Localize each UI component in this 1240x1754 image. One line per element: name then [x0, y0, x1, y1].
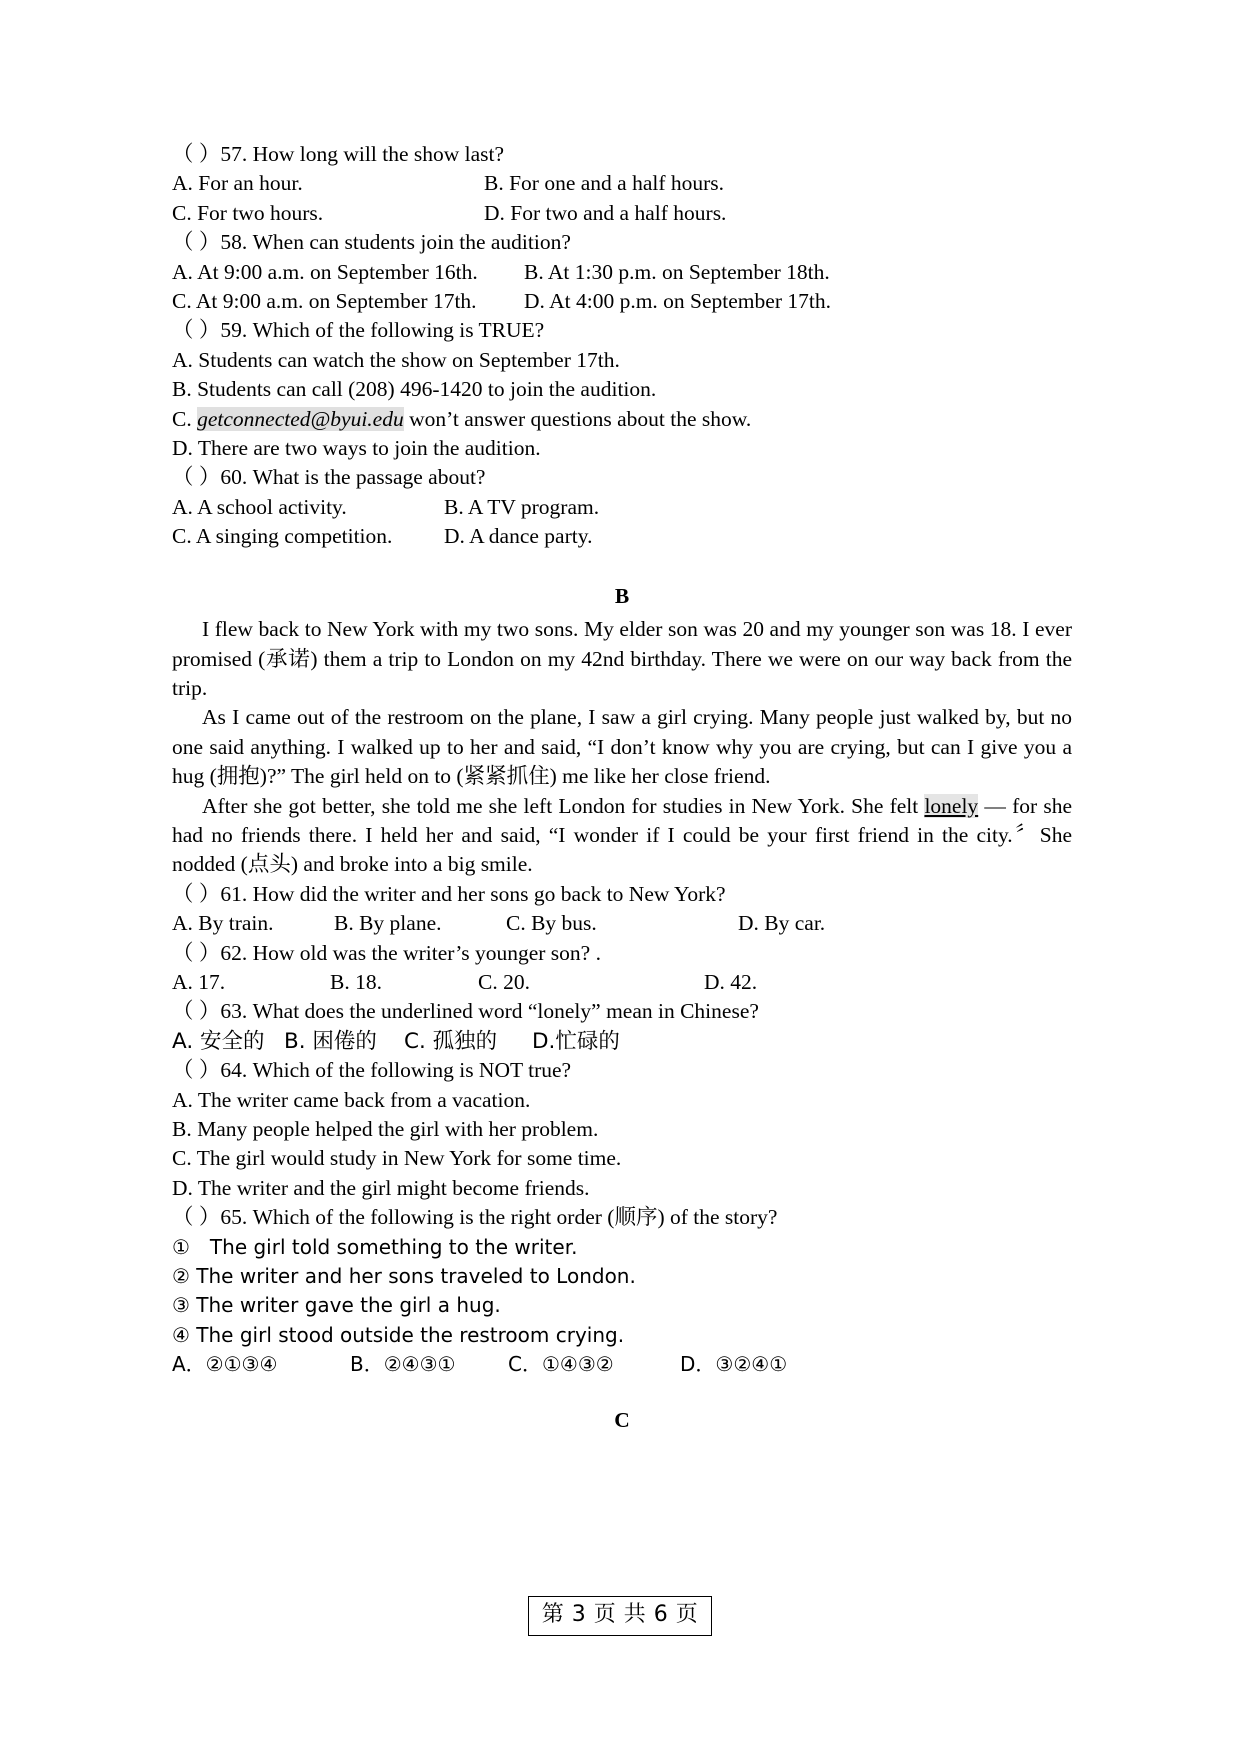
option-62-b: B. 18. — [330, 969, 382, 994]
option-59-c-suffix: won’t answer questions about the show. — [403, 406, 752, 431]
option-59-c — [172, 405, 1072, 434]
section-c-heading: C — [614, 1407, 630, 1432]
question-60-options-row-1 — [172, 493, 1072, 522]
option-59-b: B. Students can call (208) 496-1420 to join the audition. — [172, 377, 657, 402]
question-57-options-row-2 — [172, 199, 1072, 228]
option-63-d: D.忙碌的 — [532, 1028, 620, 1054]
question-60-options-row-2 — [172, 522, 1072, 551]
question-61-options — [172, 909, 1072, 938]
option-60-c: C. A singing competition. — [172, 524, 393, 549]
option-59-d: D. There are two ways to join the audition. — [172, 436, 541, 461]
option-58-d: D. At 4:00 p.m. on September 17th. — [524, 289, 831, 314]
question-65-item-1: ① The girl told something to the writer. — [172, 1234, 578, 1259]
section-b-paragraph-2: As I came out of the restroom on the plane, I saw a girl crying. Many people just walked by, but no one said anything. I walked up to her and said, “I don’t know why you are crying, but can I give you a hug (拥抱)?” The girl held on to (紧紧抓住) me like her close friend. — [172, 705, 1072, 789]
email-address: getconnected@byui.edu — [197, 406, 404, 431]
option-65-c: C．①④③② — [508, 1352, 614, 1377]
question-63-options — [172, 1027, 1072, 1056]
option-58-a: A. At 9:00 a.m. on September 16th. — [172, 259, 478, 284]
option-62-d: D. 42. — [704, 969, 758, 994]
page-content — [172, 140, 1072, 1435]
section-b-paragraph-3 — [172, 792, 1072, 880]
option-64-d: D. The writer and the girl might become friends. — [172, 1175, 590, 1200]
option-59-c-prefix: C. — [172, 406, 198, 431]
option-64-a: A. The writer came back from a vacation. — [172, 1087, 531, 1112]
option-63-b: B. 困倦的 — [284, 1028, 377, 1054]
option-63-a: A. 安全的 — [172, 1028, 265, 1054]
option-65-a: A．②①③④ — [172, 1352, 278, 1377]
question-58-options-row-1 — [172, 258, 1072, 287]
question-58-options-row-2 — [172, 287, 1072, 316]
option-61-a: A. By train. — [172, 911, 274, 936]
question-61-stem: （ ）61. How did the writer and her sons go back to New York? — [172, 881, 726, 906]
option-58-b: B. At 1:30 p.m. on September 18th. — [524, 259, 830, 284]
option-60-d: D. A dance party. — [444, 524, 593, 549]
option-59-a: A. Students can watch the show on September 17th. — [172, 347, 620, 372]
question-65-item-2: ② The writer and her sons traveled to London. — [172, 1264, 636, 1289]
question-65-item-3: ③ The writer gave the girl a hug. — [172, 1293, 501, 1318]
page-footer — [0, 1596, 1240, 1636]
option-65-b: B．②④③① — [350, 1352, 456, 1377]
option-57-c: C. For two hours. — [172, 200, 324, 225]
section-b-heading: B — [614, 583, 630, 608]
option-62-a: A. 17. — [172, 969, 226, 994]
paragraph-3-before: After she got better, she told me she left London for studies in New York. She felt — [202, 793, 925, 818]
question-58-stem: （ ）58. When can students join the audition? — [172, 230, 571, 255]
question-65-item-4: ④ The girl stood outside the restroom crying. — [172, 1322, 625, 1347]
option-64-c: C. The girl would study in New York for some time. — [172, 1146, 622, 1171]
question-57-stem: （ ）57. How long will the show last? — [172, 142, 505, 166]
option-61-c: C. By bus. — [506, 911, 597, 936]
option-61-b: B. By plane. — [334, 911, 442, 936]
option-64-b: B. Many people helped the girl with her problem. — [172, 1117, 599, 1141]
option-57-b: B. For one and a half hours. — [484, 171, 725, 196]
question-62-options — [172, 968, 1072, 997]
question-65-options — [172, 1350, 1072, 1379]
page-number-label: 第 3 页 共 6 页 — [528, 1596, 712, 1636]
question-60-stem: （ ）60. What is the passage about? — [172, 465, 486, 490]
question-57-options-row-1 — [172, 169, 1072, 198]
question-59-stem: （ ）59. Which of the following is TRUE? — [172, 318, 545, 343]
option-63-c: C. 孤独的 — [404, 1028, 498, 1054]
paragraph-3-after: — for she had no friends there. I held her and said, “I wonder if I could be your first friend in the city.〞She nodded (点头) and broke into a big smile. — [172, 793, 1072, 877]
underlined-word-lonely: lonely — [924, 793, 979, 818]
section-b-paragraph-1: I flew back to New York with my two sons. My elder son was 20 and my younger son was 18. I ever promised (承诺) them a trip to London on my 42nd birthday. There we were on our way back from the trip. — [172, 617, 1072, 700]
option-60-a: A. A school activity. — [172, 494, 347, 519]
option-62-c: C. 20. — [478, 969, 530, 994]
option-57-a: A. For an hour. — [172, 171, 303, 196]
question-62-stem: （ ）62. How old was the writer’s younger son? . — [172, 940, 601, 965]
question-65-stem: （ ）65. Which of the following is the right order (顺序) of the story? — [172, 1205, 778, 1230]
option-58-c: C. At 9:00 a.m. on September 17th. — [172, 289, 477, 314]
question-64-stem: （ ）64. Which of the following is NOT true? — [172, 1058, 572, 1083]
question-63-stem: （ ）63. What does the underlined word “lonely” mean in Chinese? — [172, 999, 759, 1024]
option-61-d: D. By car. — [738, 911, 826, 936]
option-57-d: D. For two and a half hours. — [484, 200, 727, 225]
option-60-b: B. A TV program. — [444, 494, 600, 519]
option-65-d: D．③②④① — [680, 1352, 788, 1377]
